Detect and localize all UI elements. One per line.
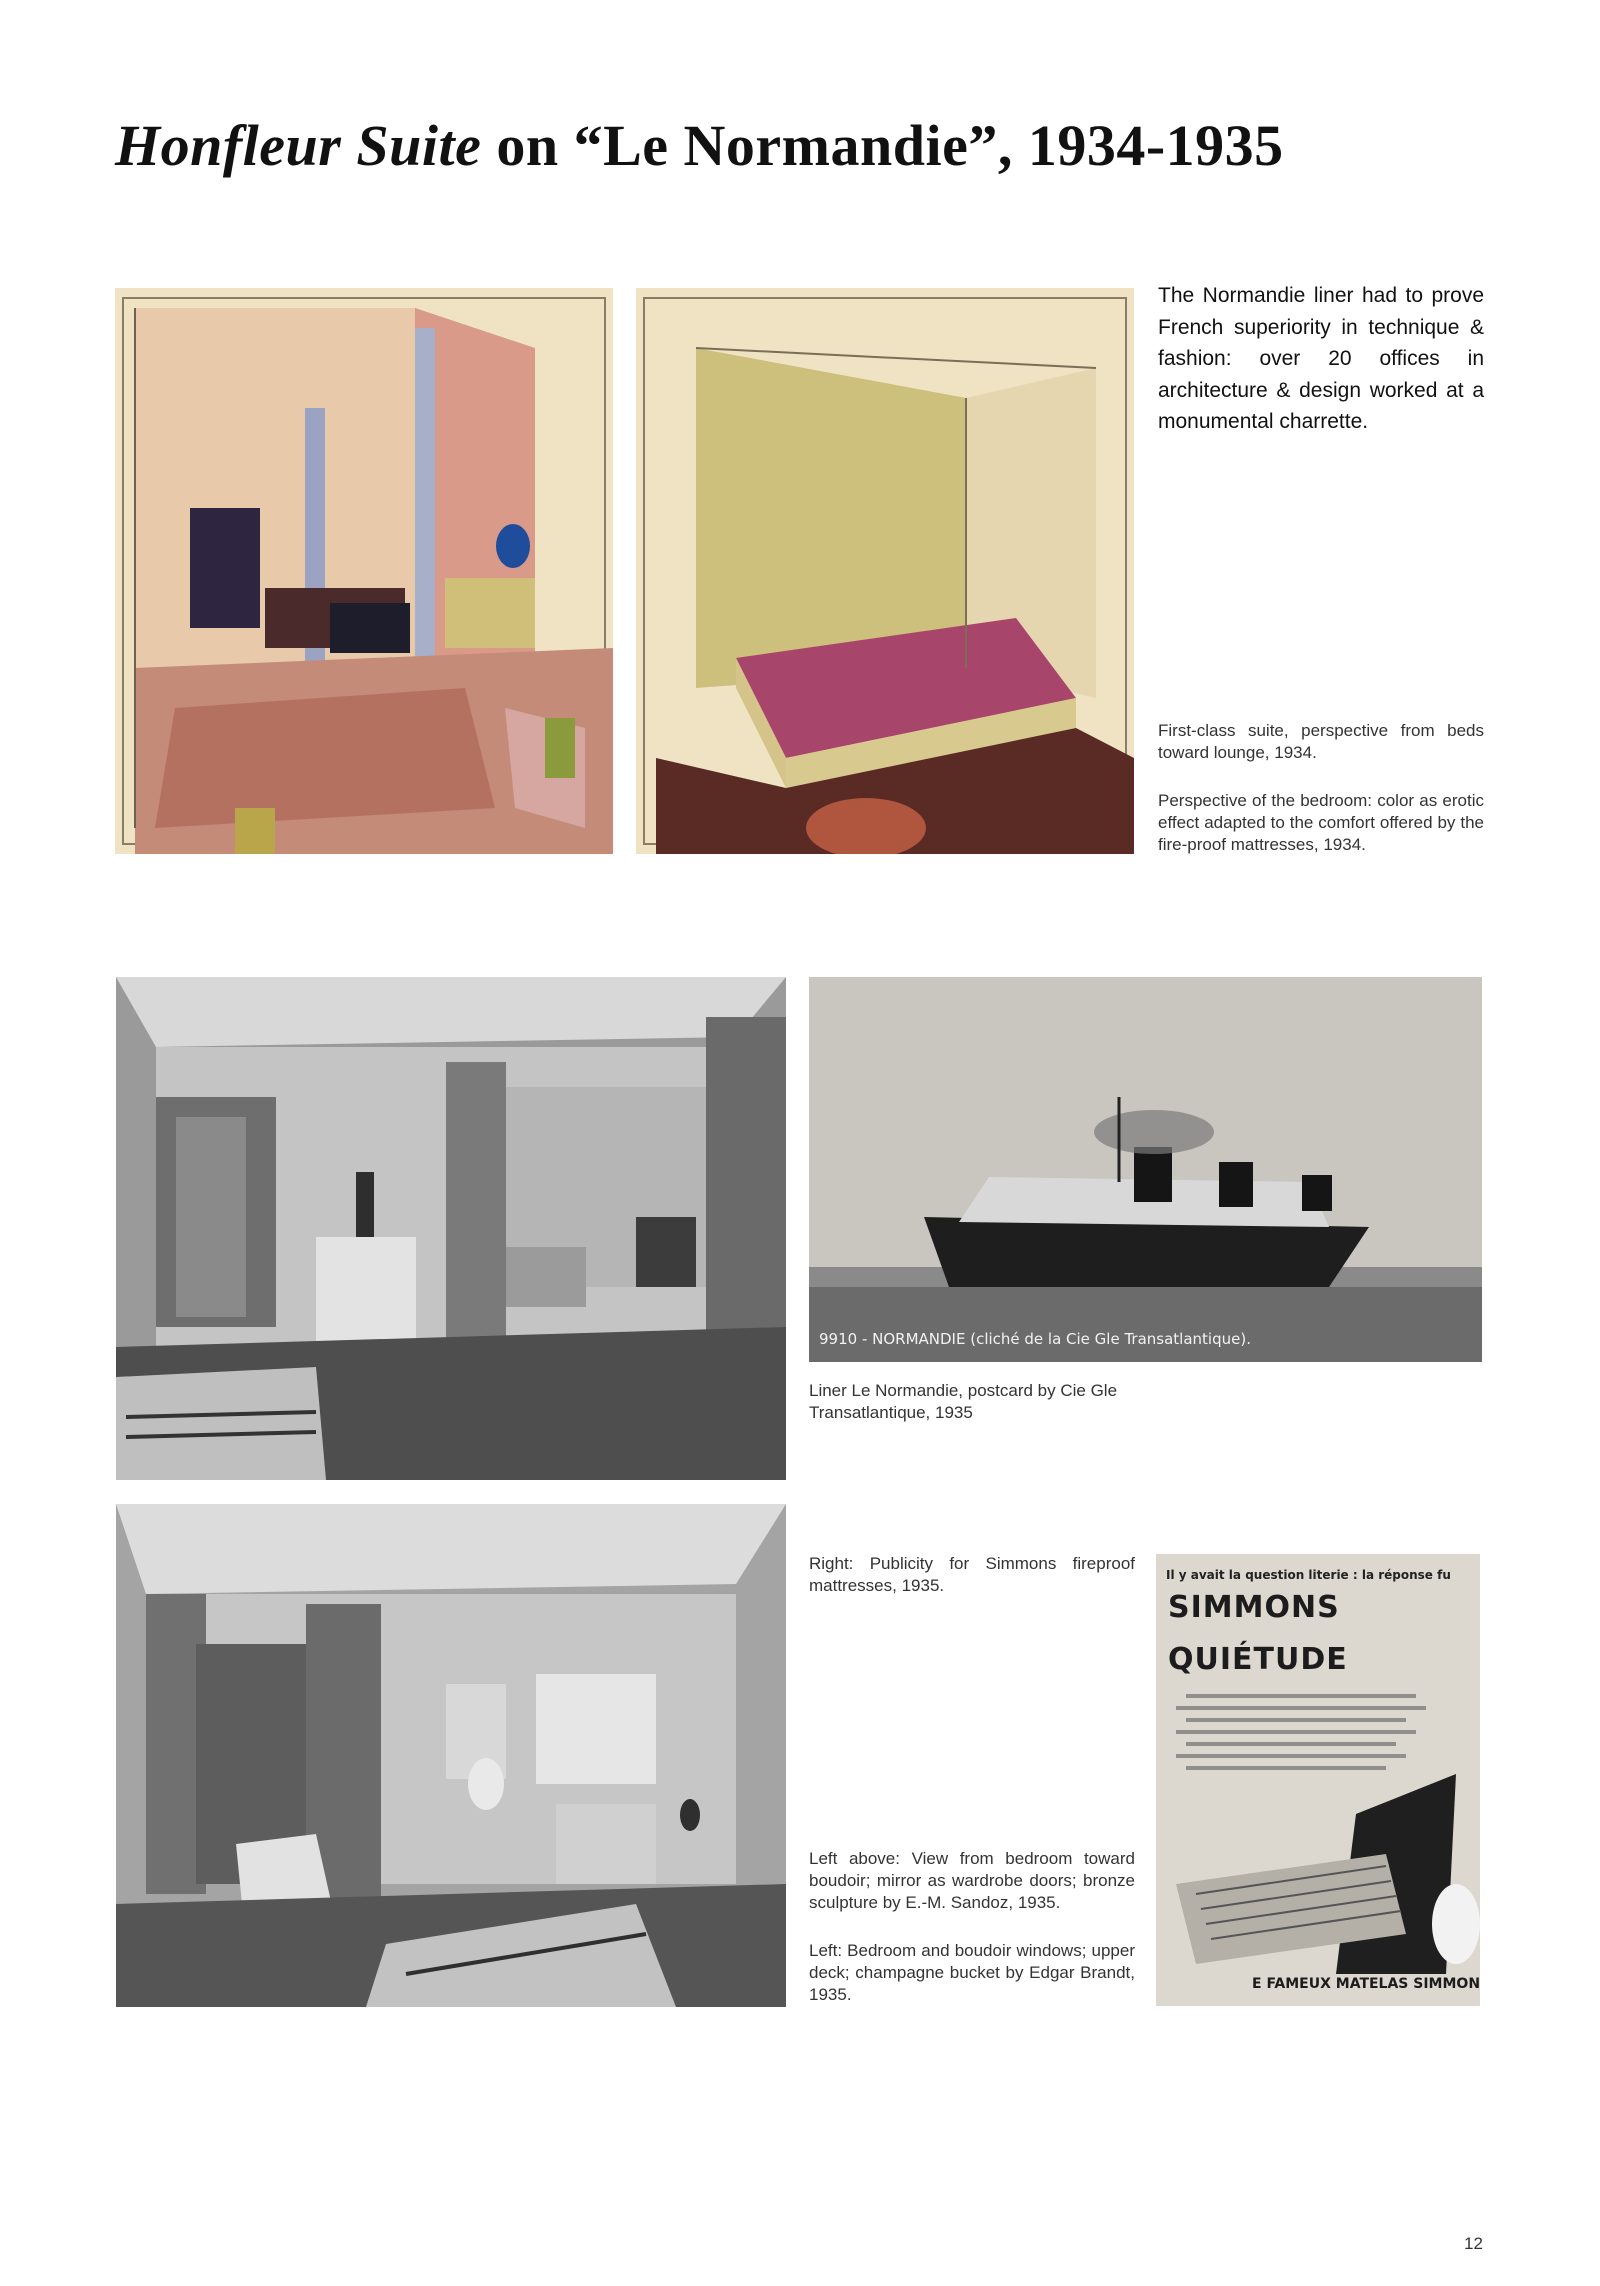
caption-photo-windows: Left: Bedroom and boudoir windows; upper deck; champagne bucket by Edgar Brandt, 1935.	[809, 1941, 1135, 2004]
ad-brand: SIMMONS	[1168, 1590, 1340, 1625]
page-number: 12	[1464, 2234, 1483, 2253]
page-title	[115, 112, 1284, 179]
caption-photo-boudoir: Left above: View from bedroom toward boudoir; mirror as wardrobe doors; bronze sculpture by E.-M. Sandoz, 1935.	[809, 1849, 1135, 1912]
photo-liner-postcard	[809, 977, 1482, 1362]
postcard-label: 9910 - NORMANDIE (cliché de la Cie Gle Transatlantique).	[819, 1330, 1251, 1348]
simmons-advertisement	[1156, 1554, 1480, 2006]
intro-paragraph: The Normandie liner had to prove French superiority in technique & fashion: over 20 offices in architecture & design worked at a monumental charrette.	[1158, 284, 1484, 433]
ad-illustration	[1156, 1554, 1480, 2006]
sketch-bedroom-image	[636, 288, 1134, 854]
photo-bedroom-boudoir	[116, 977, 786, 1480]
caption-simmons: Right: Publicity for Simmons fireproof mattresses, 1935.	[809, 1554, 1135, 1595]
title-rest: on “Le Normandie”, 1934-1935	[481, 113, 1284, 178]
caption-liner: Liner Le Normandie, postcard by Cie Gle Transatlantique, 1935	[809, 1381, 1118, 1422]
sketch-lounge-image	[115, 288, 613, 854]
ad-product: QUIÉTUDE	[1168, 1642, 1348, 1677]
ad-footer: E FAMEUX MATELAS SIMMON	[1252, 1976, 1480, 1992]
caption-sketch-bedroom: Perspective of the bedroom: color as erotic effect adapted to the comfort offered by the fire-proof mattresses, 1934.	[1158, 791, 1484, 854]
ad-headline: Il y avait la question literie : la réponse fu	[1166, 1568, 1451, 1582]
title-italic: Honfleur Suite	[115, 113, 482, 178]
photo-bedroom-windows	[116, 1504, 786, 2007]
caption-sketch-lounge: First-class suite, perspective from beds toward lounge, 1934.	[1158, 721, 1484, 762]
